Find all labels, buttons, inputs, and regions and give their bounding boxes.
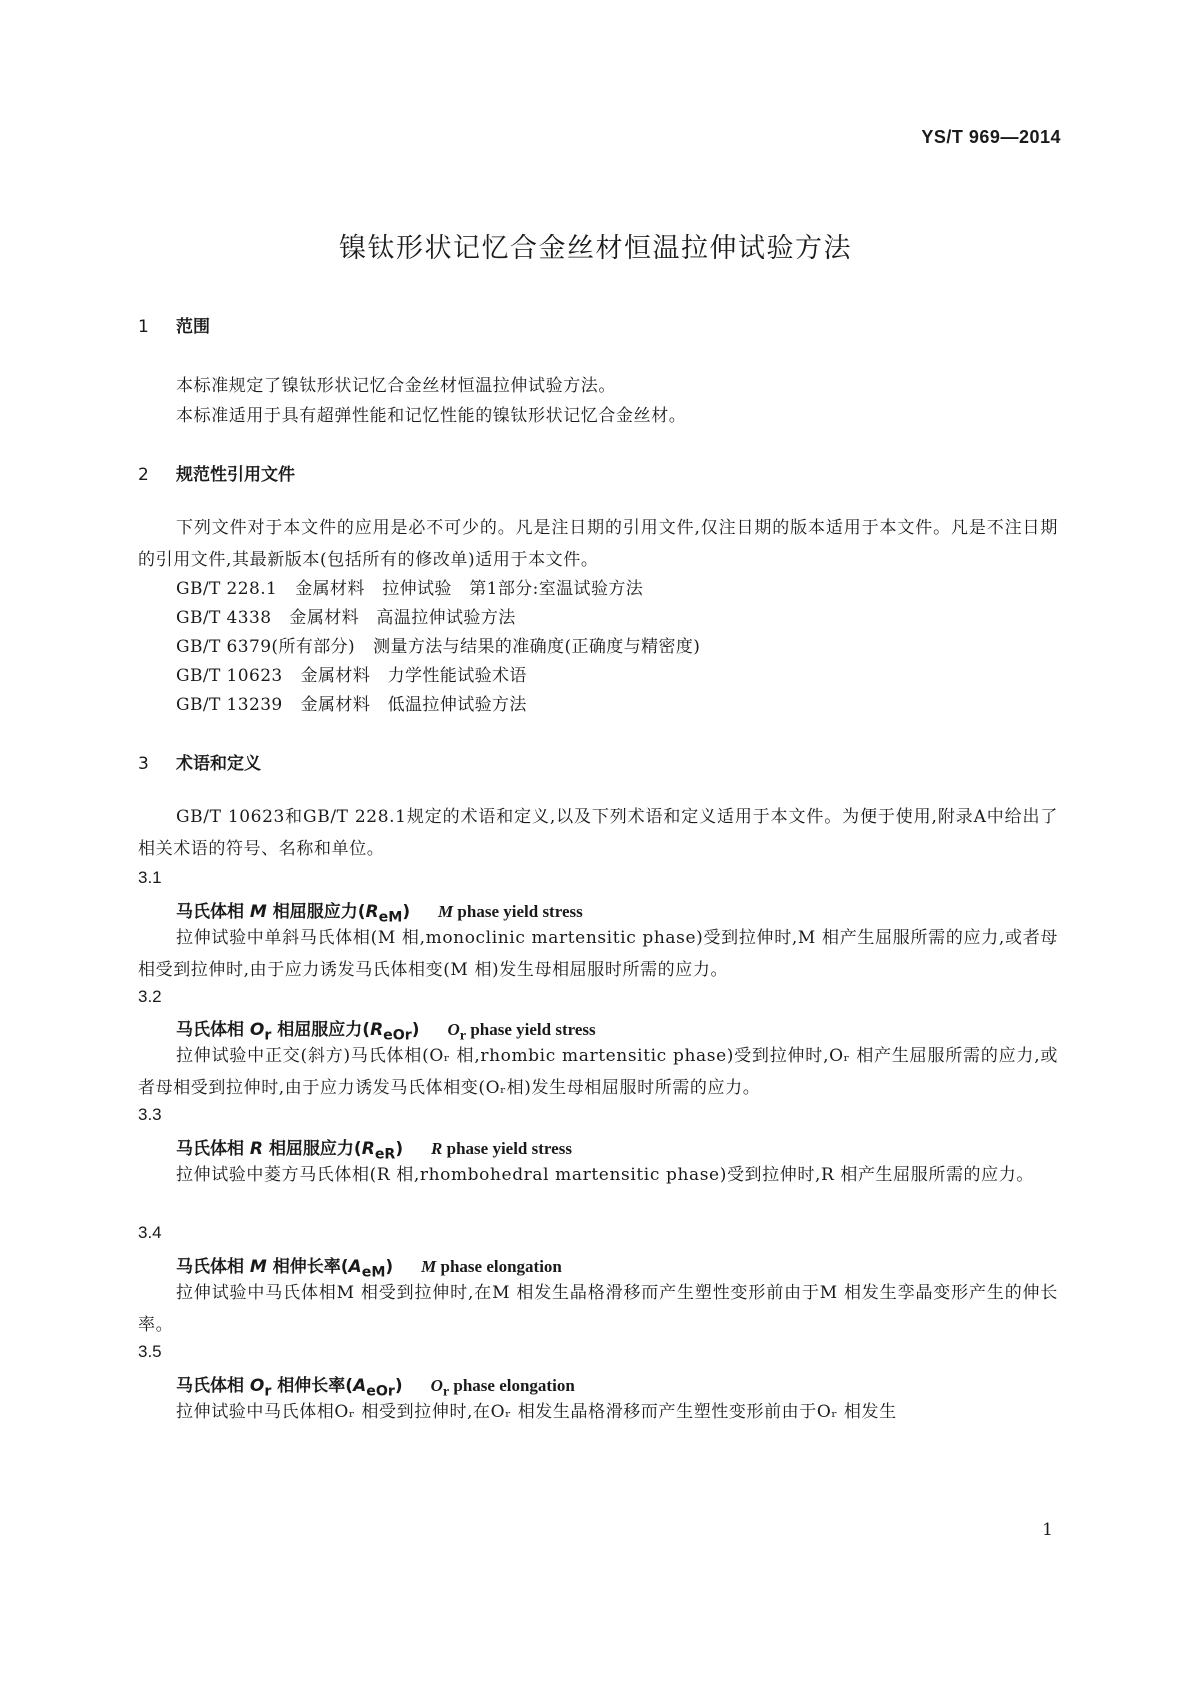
term-zh-prefix: 马氏体相 bbox=[176, 1257, 244, 1277]
term-close-paren: ) bbox=[402, 902, 411, 922]
term-abbr: A bbox=[348, 1257, 362, 1277]
term-en-symbol: R bbox=[431, 1139, 443, 1158]
term-symbol: R bbox=[249, 1139, 264, 1159]
term-zh-suffix: 相屈服应力( bbox=[272, 902, 366, 922]
section-1-heading bbox=[138, 312, 210, 337]
term-zh-suffix: 相屈服应力( bbox=[268, 1139, 362, 1159]
term-abbr-subscript: eOr bbox=[383, 1027, 412, 1044]
term-en-symbol-subscript: r bbox=[459, 1027, 467, 1044]
term-symbol: M bbox=[249, 902, 267, 922]
reference-title: 金属材料 低温拉伸试验方法 bbox=[300, 695, 527, 715]
term-en-text: phase elongation bbox=[453, 1376, 575, 1395]
term-symbol: M bbox=[249, 1257, 267, 1277]
document-title: 镍钛形状记忆合金丝材恒温拉伸试验方法 bbox=[339, 233, 852, 264]
term-zh-suffix: 相屈服应力( bbox=[277, 1020, 371, 1040]
term-en-text: phase yield stress bbox=[470, 1020, 596, 1039]
term-zh-suffix: 相伸长率( bbox=[272, 1257, 349, 1277]
term-definition: 拉伸试验中马氏体相Oᵣ 相受到拉伸时,在Oᵣ 相发生晶格滑移而产生塑性变形前由于Oᵣ 相发生 bbox=[176, 1402, 897, 1422]
term-en-text: phase elongation bbox=[440, 1257, 562, 1276]
term-abbr: R bbox=[365, 902, 379, 922]
section-3-heading bbox=[138, 749, 261, 774]
term-zh-prefix: 马氏体相 bbox=[176, 902, 244, 922]
term-definition: 拉伸试验中菱方马氏体相(R 相,rhombohedral martensitic phase)受到拉伸时,R 相产生屈服所需的应力。 bbox=[176, 1165, 1034, 1185]
term-symbol: O bbox=[249, 1376, 265, 1396]
term-zh-suffix: 相伸长率( bbox=[277, 1376, 354, 1396]
term-english bbox=[430, 1376, 575, 1400]
reference-code: GB/T 10623 bbox=[176, 666, 283, 686]
reference-title: 测量方法与结果的准确度(正确度与精密度) bbox=[373, 637, 701, 657]
reference-title: 金属材料 拉伸试验 第1部分:室温试验方法 bbox=[295, 579, 644, 599]
term-abbr-subscript: eR bbox=[374, 1146, 396, 1163]
term-abbr: A bbox=[353, 1376, 367, 1396]
section-2-heading bbox=[138, 460, 295, 485]
term-abbr-subscript: eM bbox=[361, 1264, 386, 1281]
term-symbol: O bbox=[249, 1020, 265, 1040]
section-number: 3 bbox=[138, 754, 149, 774]
paragraph: GB/T 10623和GB/T 228.1规定的术语和定义,以及下列术语和定义适用于本文件。为便于使用,附录A中给出了相关术语的符号、名称和单位。 bbox=[138, 807, 1058, 859]
term-en-symbol: M bbox=[438, 902, 454, 921]
term-abbr: R bbox=[370, 1020, 384, 1040]
reference-code: GB/T 6379(所有部分) bbox=[176, 637, 356, 657]
term-abbr-subscript: eOr bbox=[366, 1383, 395, 1400]
reference-item bbox=[176, 603, 516, 628]
section-title: 规范性引用文件 bbox=[176, 465, 295, 485]
term-definition: 拉伸试验中正交(斜方)马氏体相(Oᵣ 相,rhombic martensitic phase)受到拉伸时,Oᵣ 相产生屈服所需的应力,或者母相受到拉伸时,由于应力诱发马氏体相变(Oᵣ相)发生母相屈服时所需的应力。 bbox=[138, 1046, 1058, 1098]
reference-code: GB/T 13239 bbox=[176, 695, 283, 715]
term-en-symbol: O bbox=[430, 1376, 443, 1395]
term-en-symbol: O bbox=[447, 1020, 460, 1039]
term-en-symbol-subscript: r bbox=[442, 1383, 450, 1400]
term-close-paren: ) bbox=[394, 1376, 403, 1396]
page-number: 1 bbox=[1042, 1520, 1053, 1540]
paragraph: 本标准规定了镍钛形状记忆合金丝材恒温拉伸试验方法。 bbox=[176, 376, 616, 396]
term-en-symbol: M bbox=[421, 1257, 437, 1276]
term-number: 3.5 bbox=[138, 1342, 162, 1361]
term-abbr-subscript: eM bbox=[378, 909, 403, 926]
reference-title: 金属材料 高温拉伸试验方法 bbox=[289, 608, 516, 628]
term-symbol-subscript: r bbox=[264, 1383, 272, 1400]
term-definition: 拉伸试验中马氏体相M 相受到拉伸时,在M 相发生晶格滑移而产生塑性变形前由于M 相发生孪晶变形产生的伸长率。 bbox=[138, 1283, 1058, 1335]
term-symbol-subscript: r bbox=[264, 1027, 272, 1044]
term-abbr: R bbox=[361, 1139, 375, 1159]
term-zh-prefix: 马氏体相 bbox=[176, 1020, 244, 1040]
term-en-text: phase yield stress bbox=[457, 902, 583, 921]
term-number: 3.4 bbox=[138, 1223, 162, 1242]
term-english bbox=[438, 902, 583, 921]
term-english bbox=[431, 1139, 572, 1158]
term-definition: 拉伸试验中单斜马氏体相(M 相,monoclinic martensitic phase)受到拉伸时,M 相产生屈服所需的应力,或者母相受到拉伸时,由于应力诱发马氏体相变(M 相)发生母相屈服时所需的应力。 bbox=[138, 928, 1058, 980]
paragraph: 本标准适用于具有超弹性能和记忆性能的镍钛形状记忆合金丝材。 bbox=[176, 406, 687, 426]
document-code: YS/T 969—2014 bbox=[921, 127, 1061, 147]
paragraph: 下列文件对于本文件的应用是必不可少的。凡是注日期的引用文件,仅注日期的版本适用于本文件。凡是不注日期的引用文件,其最新版本(包括所有的修改单)适用于本文件。 bbox=[138, 518, 1058, 570]
term-english bbox=[421, 1257, 562, 1276]
term-number: 3.2 bbox=[138, 987, 162, 1006]
reference-item bbox=[176, 632, 700, 657]
term-zh-prefix: 马氏体相 bbox=[176, 1376, 244, 1396]
term-number: 3.3 bbox=[138, 1105, 162, 1124]
term-close-paren: ) bbox=[411, 1020, 420, 1040]
section-number: 2 bbox=[138, 465, 149, 485]
term-number: 3.1 bbox=[138, 868, 162, 887]
term-close-paren: ) bbox=[395, 1139, 404, 1159]
reference-code: GB/T 4338 bbox=[176, 608, 272, 628]
reference-item bbox=[176, 690, 527, 715]
section-title: 范围 bbox=[176, 317, 210, 337]
reference-code: GB/T 228.1 bbox=[176, 579, 278, 599]
reference-item bbox=[176, 661, 527, 686]
term-en-text: phase yield stress bbox=[446, 1139, 572, 1158]
reference-item bbox=[176, 574, 643, 599]
term-zh-prefix: 马氏体相 bbox=[176, 1139, 244, 1159]
section-title: 术语和定义 bbox=[176, 754, 261, 774]
reference-title: 金属材料 力学性能试验术语 bbox=[300, 666, 527, 686]
term-close-paren: ) bbox=[385, 1257, 394, 1277]
term-english bbox=[447, 1020, 596, 1044]
section-number: 1 bbox=[138, 317, 149, 337]
